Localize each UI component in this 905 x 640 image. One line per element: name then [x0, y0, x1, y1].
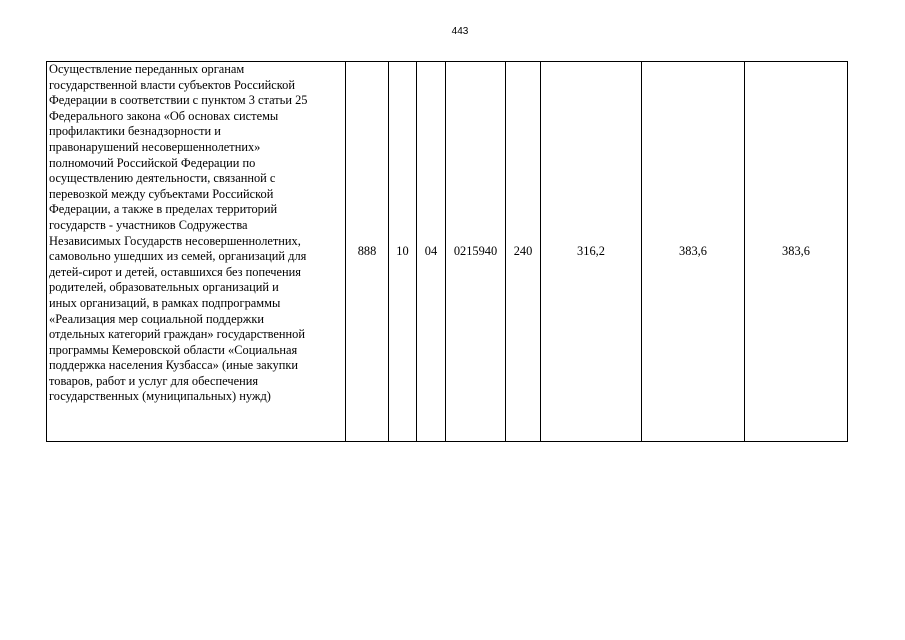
description-line: детей-сирот и детей, оставшихся без попечения	[49, 264, 301, 279]
amount-1-cell: 316,2	[541, 62, 642, 442]
target-article-cell: 0215940	[446, 62, 506, 442]
description-line: поддержка населения Кузбасса» (иные закупки	[49, 358, 298, 373]
description-line: самовольно ушедших из семей, организаций для	[49, 249, 307, 264]
description-line: Федерации в соответствии с пунктом 3 статьи 25	[49, 93, 308, 108]
subsection-code-cell: 04	[417, 62, 446, 442]
page-number: 443	[451, 26, 469, 37]
amount-3-cell: 383,6	[745, 62, 848, 442]
description-line: Независимых Государств несовершеннолетних,	[49, 233, 301, 248]
section-code-cell: 10	[389, 62, 417, 442]
description-line: программы Кемеровской области «Социальная	[49, 342, 298, 357]
description-line: иных организаций, в рамках подпрограммы	[49, 295, 281, 310]
description-line: товаров, работ и услуг для обеспечения	[49, 373, 259, 388]
description-line: государственных (муниципальных) нужд)	[49, 389, 271, 404]
description-line: Осуществление переданных органам	[49, 62, 245, 76]
expense-description	[47, 62, 346, 442]
description-line: «Реализация мер социальной поддержки	[49, 311, 265, 326]
description-line: профилактики безнадзорности и	[49, 124, 221, 139]
budget-table	[46, 61, 848, 442]
description-line: родителей, образовательных организаций и	[49, 280, 279, 295]
description-line: правонарушений несовершеннолетних»	[49, 139, 261, 154]
description-line: полномочий Российской Федерации по	[49, 155, 256, 170]
description-line: перевозкой между субъектами Российской	[49, 186, 274, 201]
description-line: государственной власти субъектов Российской	[49, 77, 296, 92]
table-row	[47, 62, 848, 442]
expense-type-cell: 240	[506, 62, 541, 442]
description-line: государств - участников Содружества	[49, 217, 248, 232]
ministry-code-cell: 888	[346, 62, 389, 442]
amount-2-cell: 383,6	[642, 62, 745, 442]
description-line: Федерального закона «Об основах системы	[49, 108, 279, 123]
description-line: Федерации, а также в пределах территорий	[49, 202, 278, 217]
description-line: осуществлению деятельности, связанной с	[49, 171, 276, 186]
description-line: отдельных категорий граждан» государственной	[49, 327, 305, 342]
